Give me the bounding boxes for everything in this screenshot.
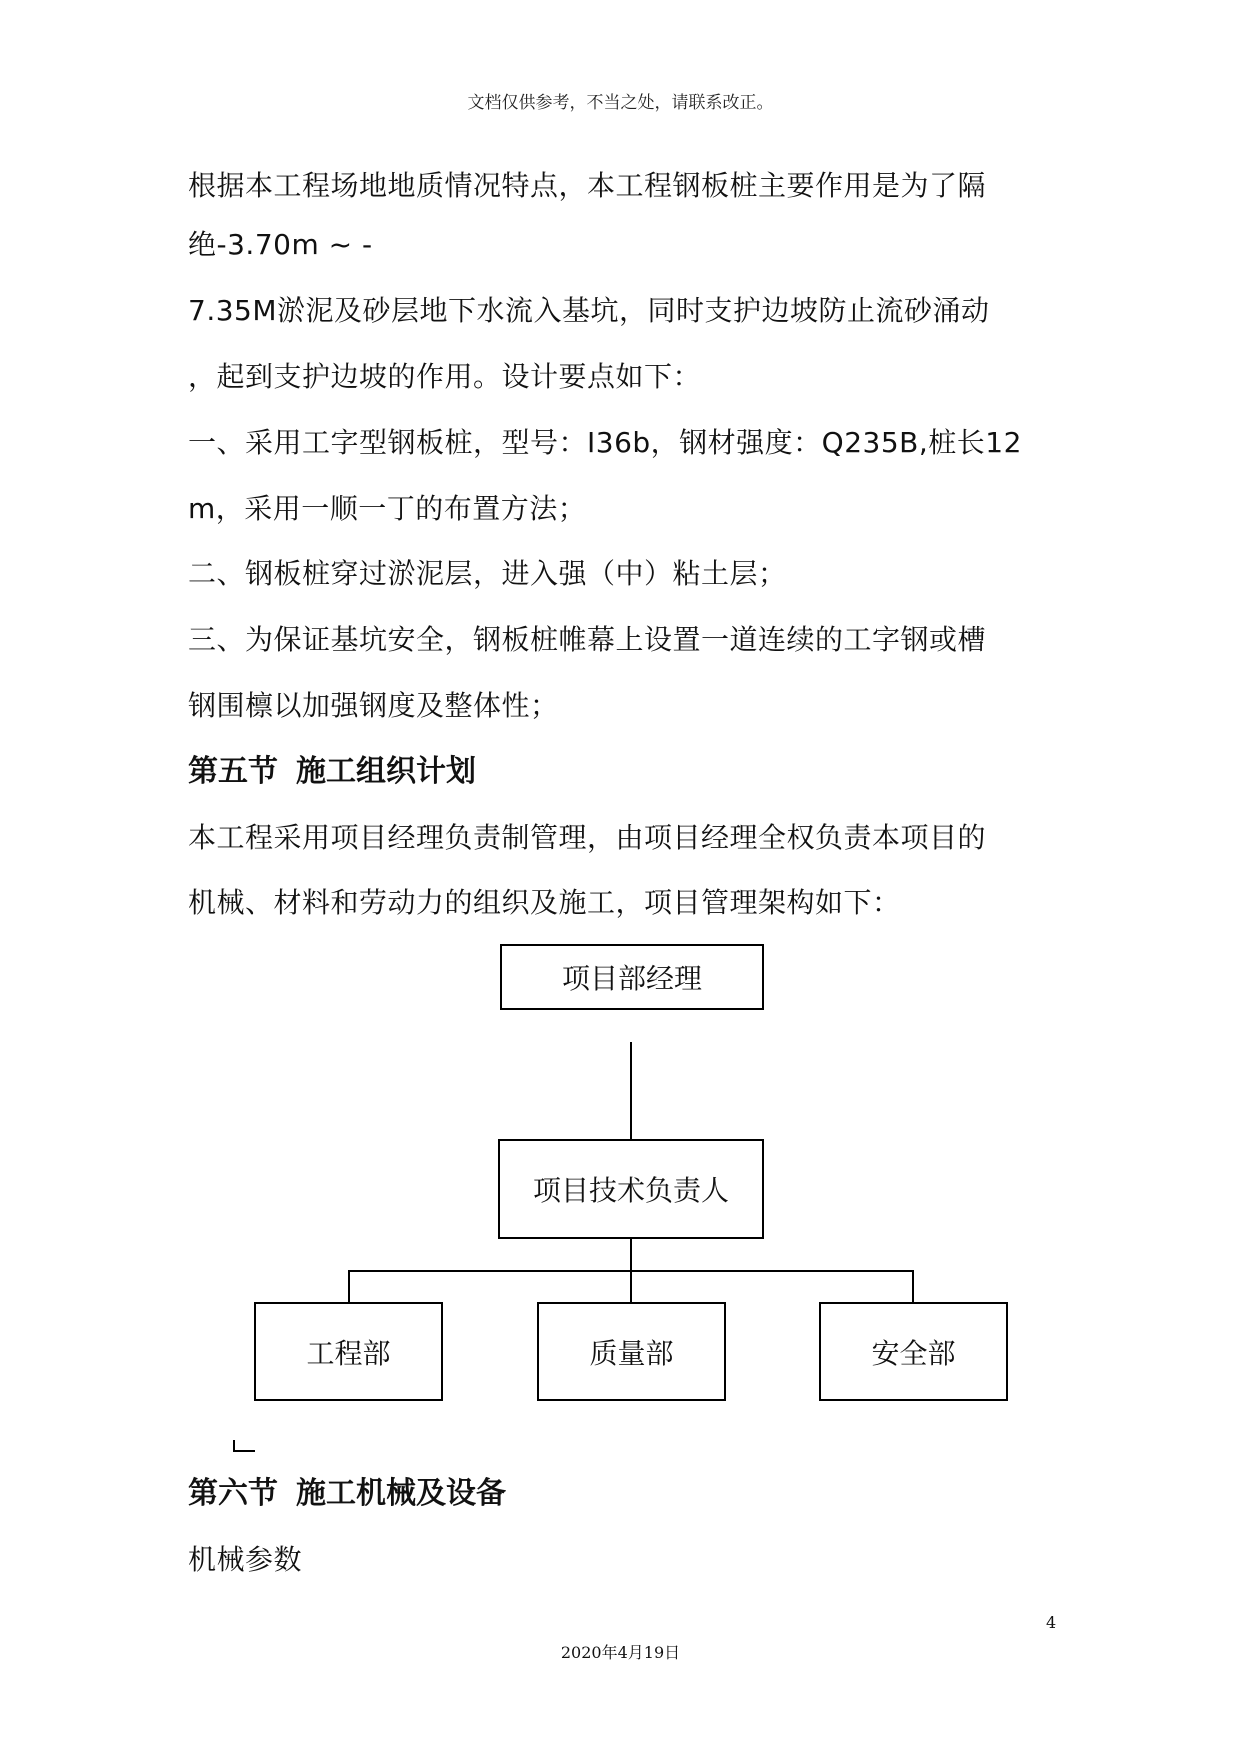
org-connector-line xyxy=(630,1239,632,1271)
org-box-label: 项目技术负责人 xyxy=(532,1174,729,1207)
section-5-line: 机械、材料和劳动力的组织及施工，项目管理架构如下： xyxy=(188,886,901,919)
section-6-title: 施工机械及设备 xyxy=(296,1476,506,1511)
section-6-number: 第六节 xyxy=(188,1476,278,1511)
org-box-engineering-dept xyxy=(254,1302,443,1401)
org-connector-line xyxy=(630,1042,632,1140)
org-box-project-manager xyxy=(500,944,764,1010)
org-box-technical-lead xyxy=(498,1139,764,1239)
paragraph-line: 绝-3.70m ~ - xyxy=(188,228,373,261)
org-box-safety-dept xyxy=(819,1302,1008,1401)
paragraph-line: ，起到支护边坡的作用。设计要点如下： xyxy=(188,360,702,393)
paragraph-line: 7.35M淤泥及砂层地下水流入基坑，同时支护边坡防止流砂涌动 xyxy=(188,294,990,327)
org-box-label: 项目部经理 xyxy=(561,962,702,995)
section-5-heading xyxy=(188,752,476,792)
header-disclaimer: 文档仅供参考，不当之处，请联系改正。 xyxy=(467,93,774,113)
section-5-number: 第五节 xyxy=(188,754,278,789)
paragraph-line: 一、采用工字型钢板桩，型号：I36b，钢材强度：Q235B,桩长12 xyxy=(188,426,1022,459)
section-6-line: 机械参数 xyxy=(188,1543,303,1576)
org-connector-line xyxy=(912,1270,914,1303)
org-box-quality-dept xyxy=(537,1302,726,1401)
org-connector-line xyxy=(348,1270,350,1303)
section-6-heading xyxy=(188,1474,506,1514)
org-box-label: 质量部 xyxy=(589,1336,674,1370)
page-number: 4 xyxy=(1046,1613,1057,1632)
section-5-title: 施工组织计划 xyxy=(296,754,476,789)
footer-date: 2020年4月19日 xyxy=(560,1643,681,1662)
org-box-label: 安全部 xyxy=(871,1336,956,1370)
paragraph-line: 二、钢板桩穿过淤泥层，进入强（中）粘土层； xyxy=(188,557,787,590)
paragraph-line: 根据本工程场地地质情况特点，本工程钢板桩主要作用是为了隔 xyxy=(188,169,987,202)
paragraph-line: 钢围檩以加强钢度及整体性； xyxy=(188,689,559,722)
anchor-mark xyxy=(233,1450,255,1452)
org-box-label: 工程部 xyxy=(306,1336,391,1370)
paragraph-line: 三、为保证基坑安全，钢板桩帷幕上设置一道连续的工字钢或槽 xyxy=(188,623,987,656)
paragraph-line: m，采用一顺一丁的布置方法； xyxy=(188,492,587,525)
org-connector-line xyxy=(630,1270,632,1303)
section-5-line: 本工程采用项目经理负责制管理，由项目经理全权负责本项目的 xyxy=(188,821,987,854)
